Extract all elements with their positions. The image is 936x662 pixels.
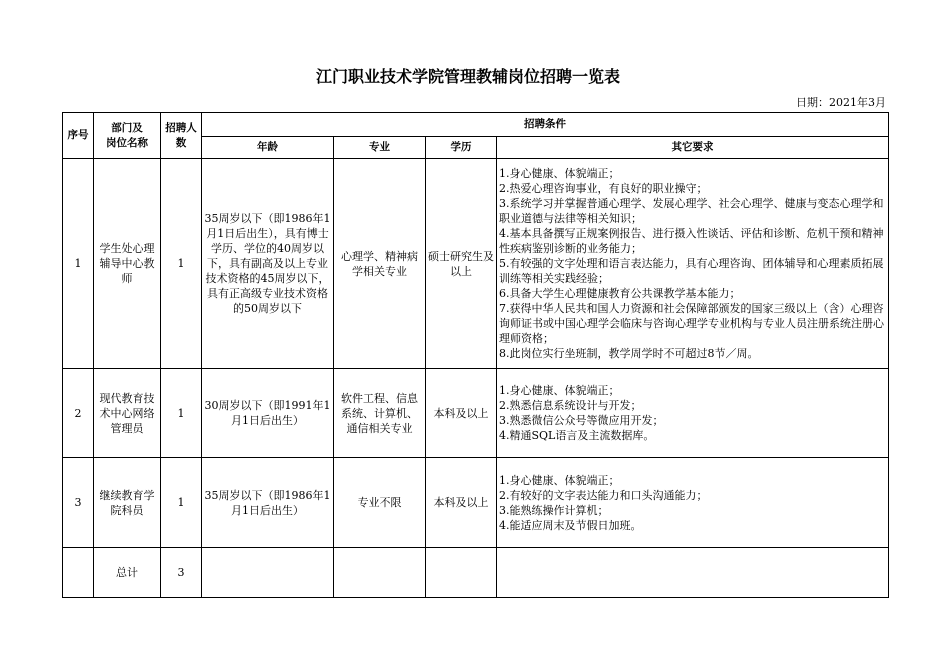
cell-empty — [202, 548, 334, 598]
header-major: 专业 — [334, 137, 426, 159]
header-other: 其它要求 — [497, 137, 889, 159]
table-row — [63, 369, 889, 458]
header-conditions: 招聘条件 — [202, 113, 889, 137]
total-row — [63, 548, 889, 598]
total-count: 3 — [161, 548, 202, 598]
total-label: 总计 — [94, 548, 161, 598]
cell-major: 软件工程、信息系统、计算机、通信相关专业 — [334, 369, 426, 458]
cell-empty — [426, 548, 497, 598]
header-seq: 序号 — [63, 113, 94, 159]
cell-age: 35周岁以下（即1986年1月1日后出生） — [202, 458, 334, 548]
cell-count: 1 — [161, 159, 202, 369]
cell-major: 心理学、精神病学相关专业 — [334, 159, 426, 369]
cell-empty — [63, 548, 94, 598]
cell-empty — [334, 548, 426, 598]
header-edu: 学历 — [426, 137, 497, 159]
cell-seq: 3 — [63, 458, 94, 548]
table-row — [63, 458, 889, 548]
cell-seq: 2 — [63, 369, 94, 458]
cell-dept: 学生处心理辅导中心教师 — [94, 159, 161, 369]
cell-dept: 继续教育学院科员 — [94, 458, 161, 548]
cell-other: 1.身心健康、体貌端正； 2.有较好的文字表达能力和口头沟通能力； 3.能熟练操作计算机； 4.能适应周末及节假日加班。 — [497, 458, 889, 548]
header-age: 年龄 — [202, 137, 334, 159]
cell-seq: 1 — [63, 159, 94, 369]
cell-dept: 现代教育技术中心网络管理员 — [94, 369, 161, 458]
page-title: 江门职业技术学院管理教辅岗位招聘一览表 — [315, 67, 620, 86]
cell-other: 1.身心健康、体貌端正； 2.熟悉信息系统设计与开发； 3.熟悉微信公众号等微应用开发； 4.精通SQL语言及主流数据库。 — [497, 369, 889, 458]
cell-empty — [497, 548, 889, 598]
cell-age: 30周岁以下（即1991年1月1日后出生） — [202, 369, 334, 458]
cell-age: 35周岁以下（即1986年1月1日后出生），具有博士学历、学位的40周岁以下，具有副高及以上专业技术资格的45周岁以下，具有正高级专业技术资格的50周岁以下 — [202, 159, 334, 369]
date-label: 日期：2021年3月 — [796, 96, 886, 109]
header-count: 招聘人 数 — [161, 113, 202, 159]
cell-other: 1.身心健康、体貌端正； 2.热爱心理咨询事业，有良好的职业操守； 3.系统学习并掌握普通心理学、发展心理学、社会心理学、健康与变态心理学和职业道德与法律等相关知识； 4.基本具备撰写正规案例报告、进行摄入性谈话、评估和诊断、危机干预和精神性疾病鉴别诊断的业务能力； 5.有较强的文字处理和语言表达能力，具有心理咨询、团体辅导和心理素质拓展训练等相关实践经验； 6.具备大学生心理健康教育公共课教学基本能力； 7.获得中华人民共和国人力资源和社会保障部颁发的国家三级以上（含）心理咨询师证书或中国心理学会临床与咨询心理学专业机构与专业人员注册系统注册心理师资格； 8.此岗位实行坐班制，教学周学时不可超过8节／周。 — [497, 159, 889, 369]
cell-edu: 本科及以上 — [426, 458, 497, 548]
recruitment-table — [62, 112, 889, 598]
cell-count: 1 — [161, 369, 202, 458]
header-dept: 部门及 岗位名称 — [94, 113, 161, 159]
cell-major: 专业不限 — [334, 458, 426, 548]
cell-edu: 硕士研究生及以上 — [426, 159, 497, 369]
cell-edu: 本科及以上 — [426, 369, 497, 458]
table-row — [63, 159, 889, 369]
cell-count: 1 — [161, 458, 202, 548]
